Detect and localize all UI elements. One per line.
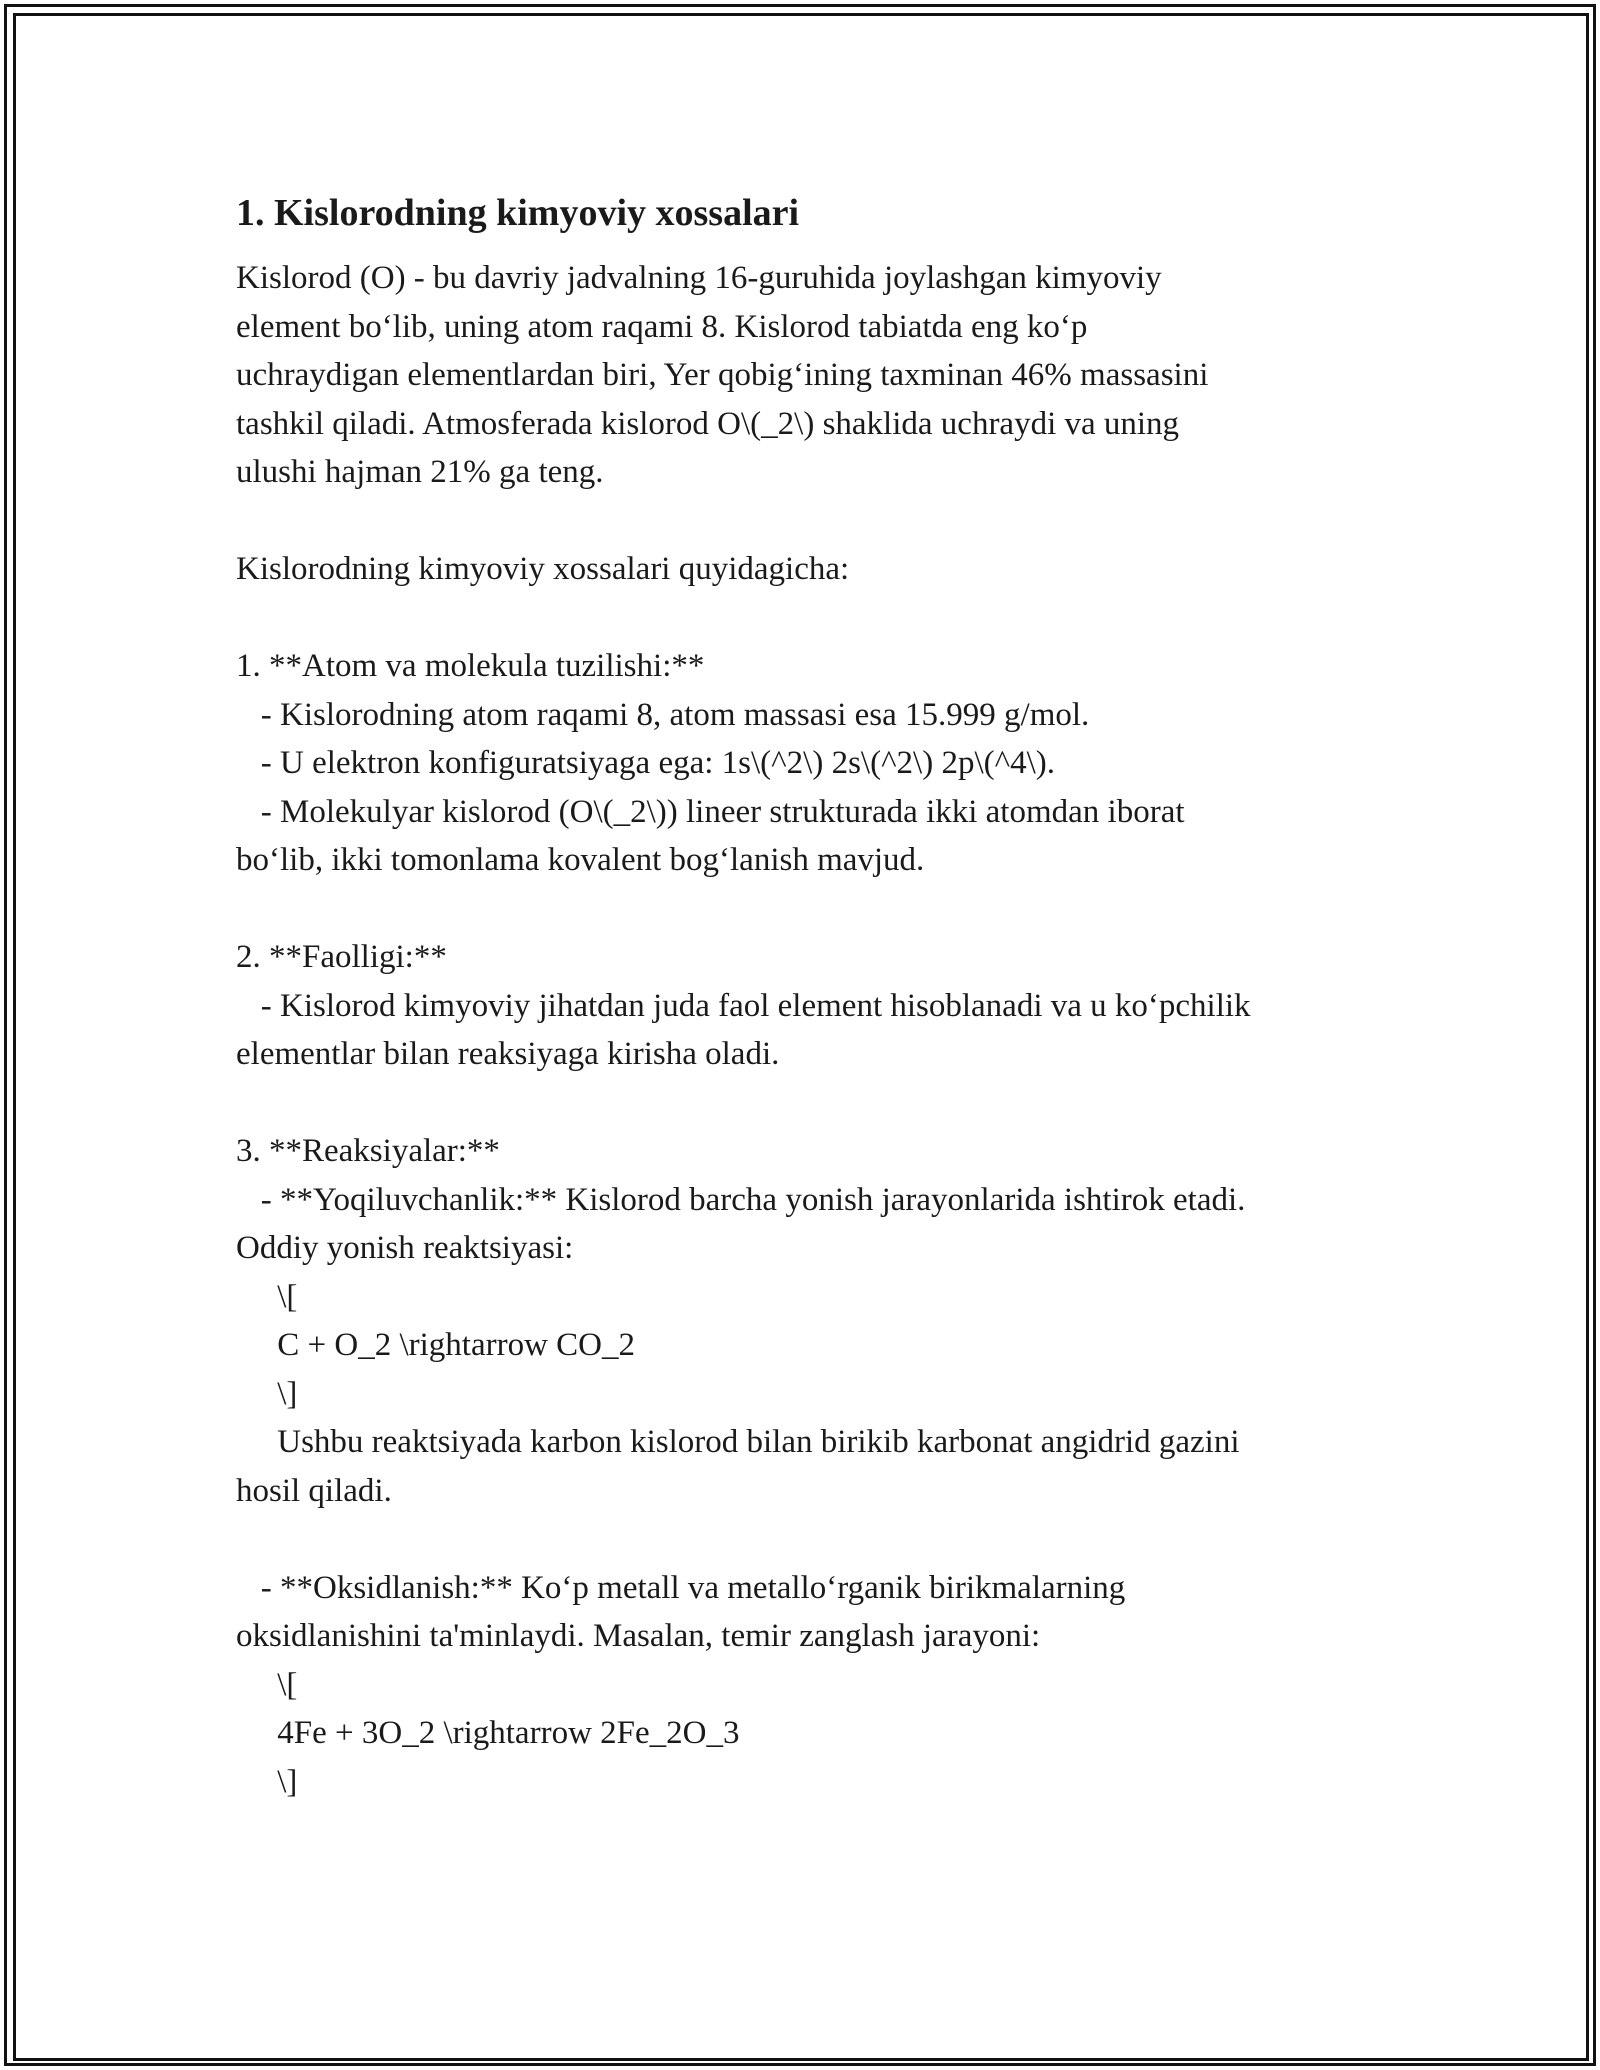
text-line: \] [236,1375,298,1412]
text-line: oksidlanishini ta'minlaydi. Masalan, temir zanglash jarayoni: [236,1618,1041,1654]
text-line: 4Fe + 3O_2 \rightarrow 2Fe_2O_3 [236,1715,740,1751]
text-line: C + O_2 \rightarrow CO_2 [236,1327,635,1363]
text-line: 1. **Atom va molekula tuzilishi:** [236,648,705,684]
text-line: - **Yoqiluvchanlik:** Kislorod barcha yonish jarayonlarida ishtirok etadi. [236,1181,1246,1218]
text-line: Ushbu reaktsiyada karbon kislorod bilan birikib karbonat angidrid gazini [236,1424,1240,1460]
text-line: bo‘lib, ikki tomonlama kovalent bog‘lanish mavjud. [236,842,925,878]
text-line: elementlar bilan reaksiyaga kirisha oladi. [236,1036,780,1072]
document-page [236,184,1416,1806]
text-line: - U elektron konfiguratsiyaga ega: 1s\(^2\) 2s\(^2\) 2p\(^4\). [236,745,1056,781]
text-line: Kislorod (O) - bu davriy jadvalning 16-guruhida joylashgan kimyoviy [236,260,1162,296]
text-line: - Kislorod kimyoviy jihatdan juda faol element hisoblanadi va u ko‘pchilik [236,987,1251,1024]
text-line: \] [236,1763,298,1800]
text-line: element bo‘lib, uning atom raqami 8. Kislorod tabiatda eng ko‘p [236,308,1088,345]
text-line: \[ [236,1666,298,1703]
blank-line [236,594,1416,643]
blank-line [236,885,1416,934]
text-line: 2. **Faolligi:** [236,939,447,975]
text-line: tashkil qiladi. Atmosferada kislorod O\(_2\) shaklida uchraydi va uning [236,405,1180,442]
text-line: Kislorodning kimyoviy xossalari quyidagicha: [236,551,850,587]
text-line: 3. **Reaksiyalar:** [236,1133,500,1169]
blank-line [236,1079,1416,1128]
text-line: ulushi hajman 21% ga teng. [236,454,604,490]
section-heading: 1. Kislorodning kimyoviy xossalari [236,192,800,234]
text-line: hosil qiladi. [236,1472,392,1509]
text-line: Oddiy yonish reaktsiyasi: [236,1230,574,1266]
document-body [236,254,1416,1806]
text-line: - Kislorodning atom raqami 8, atom massasi esa 15.999 g/mol. [236,696,1090,733]
text-line: - Molekulyar kislorod (O\(_2\)) lineer strukturada ikki atomdan iborat [236,793,1185,830]
blank-line [236,497,1416,546]
blank-line [236,1515,1416,1564]
text-line: uchraydigan elementlardan biri, Yer qobig‘ining taxminan 46% massasini [236,357,1209,393]
text-line: - **Oksidlanish:** Ko‘p metall va metallo‘rganik birikmalarning [236,1569,1126,1606]
text-line: \[ [236,1278,298,1315]
